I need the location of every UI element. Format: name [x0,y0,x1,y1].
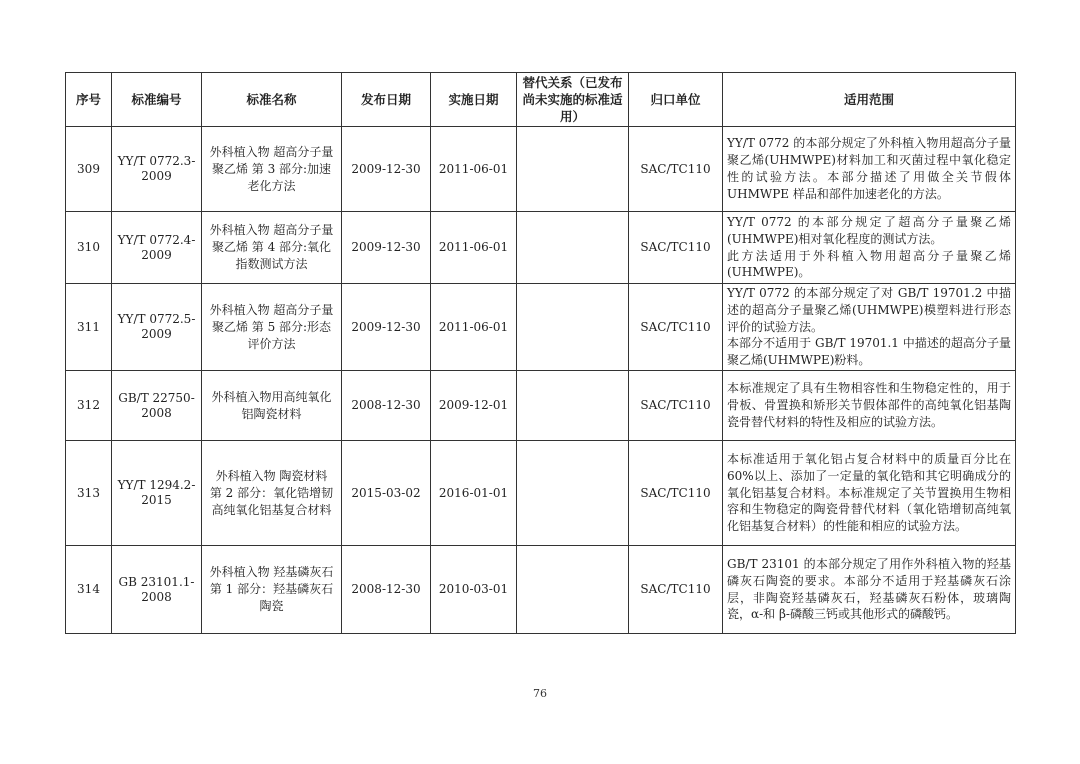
cell-publish-date: 2008-12-30 [342,371,431,441]
cell-replacement [517,546,629,634]
scope-paragraph: GB/T 23101 的本部分规定了用作外科植入物的羟基磷灰石陶瓷的要求。本部分不适用于羟基磷灰石涂层，非陶瓷羟基磷灰石，羟基磷灰石粉体，玻璃陶瓷，α-和 β-磷酸三钙或其他形式的磷酸钙。 [727,556,1011,622]
cell-implement-date: 2016-01-01 [431,441,517,546]
header-code: 标准编号 [112,73,202,127]
cell-publish-date: 2015-03-02 [342,441,431,546]
header-publish-date: 发布日期 [342,73,431,127]
cell-name: 外科植入物 超高分子量聚乙烯 第 5 部分:形态评价方法 [202,284,342,371]
cell-implement-date: 2011-06-01 [431,284,517,371]
scope-paragraph: YY/T 0772 的本部分规定了对 GB/T 19701.2 中描述的超高分子量聚乙烯(UHMWPE)模塑料进行形态评价的试验方法。 [727,286,1011,334]
cell-no: 313 [66,441,112,546]
table-row [66,127,1016,212]
scope-paragraph: 本标准规定了具有生物相容性和生物稳定性的，用于骨板、骨置换和矫形关节假体部件的高纯氧化铝基陶瓷骨替代材料的特性及相应的试验方法。 [727,381,1011,429]
header-replacement: 替代关系（已发布尚未实施的标准适用） [517,73,629,127]
cell-scope [723,212,1016,284]
cell-code: YY/T 0772.3-2009 [112,127,202,212]
standards-table [65,72,1016,634]
cell-code: GB/T 22750-2008 [112,371,202,441]
cell-replacement [517,212,629,284]
cell-scope [723,284,1016,371]
header-unit: 归口单位 [629,73,723,127]
cell-unit: SAC/TC110 [629,127,723,212]
cell-implement-date: 2011-06-01 [431,127,517,212]
cell-implement-date: 2011-06-01 [431,212,517,284]
cell-scope [723,127,1016,212]
cell-no: 310 [66,212,112,284]
cell-unit: SAC/TC110 [629,371,723,441]
cell-code: YY/T 0772.5-2009 [112,284,202,371]
cell-name: 外科植入物 超高分子量聚乙烯 第 3 部分:加速老化方法 [202,127,342,212]
scope-paragraph: YY/T 0772 的本部分规定了超高分子量聚乙烯(UHMWPE)相对氧化程度的测试方法。 [727,214,1011,246]
header-no: 序号 [66,73,112,127]
cell-publish-date: 2009-12-30 [342,284,431,371]
table-header-row [66,73,1016,127]
header-implement-date: 实施日期 [431,73,517,127]
table-row [66,284,1016,371]
table-row [66,441,1016,546]
cell-unit: SAC/TC110 [629,284,723,371]
scope-paragraph: 本标准适用于氧化铝占复合材料中的质量百分比在 60%以上、添加了一定量的氧化锆和其它明确成分的氧化铝基复合材料。本标准规定了关节置换用生物相容和生物稳定的陶瓷骨替代材料（氧化锆增韧高纯氧化铝基复合材料）的性能和相应的试验方法。 [727,452,1011,534]
page-number: 76 [533,687,547,700]
cell-publish-date: 2009-12-30 [342,212,431,284]
table-row [66,546,1016,634]
cell-replacement [517,441,629,546]
cell-implement-date: 2010-03-01 [431,546,517,634]
cell-no: 309 [66,127,112,212]
cell-code: YY/T 0772.4-2009 [112,212,202,284]
table-row [66,212,1016,284]
cell-unit: SAC/TC110 [629,212,723,284]
cell-name: 外科植入物 陶瓷材料 第 2 部分：氧化锆增韧高纯氧化铝基复合材料 [202,441,342,546]
cell-no: 311 [66,284,112,371]
cell-no: 312 [66,371,112,441]
cell-scope [723,546,1016,634]
cell-implement-date: 2009-12-01 [431,371,517,441]
cell-code: YY/T 1294.2-2015 [112,441,202,546]
cell-name: 外科植入物 超高分子量聚乙烯 第 4 部分:氧化指数测试方法 [202,212,342,284]
cell-code: GB 23101.1-2008 [112,546,202,634]
cell-scope [723,371,1016,441]
scope-paragraph: 此方法适用于外科植入物用超高分子量聚乙烯(UHMWPE)。 [727,248,1011,280]
cell-replacement [517,127,629,212]
cell-no: 314 [66,546,112,634]
header-name: 标准名称 [202,73,342,127]
cell-publish-date: 2009-12-30 [342,127,431,212]
cell-replacement [517,371,629,441]
cell-name: 外科植入物用高纯氧化铝陶瓷材料 [202,371,342,441]
cell-replacement [517,284,629,371]
table-row [66,371,1016,441]
cell-scope [723,441,1016,546]
cell-unit: SAC/TC110 [629,441,723,546]
cell-unit: SAC/TC110 [629,546,723,634]
scope-paragraph: 本部分不适用于 GB/T 19701.1 中描述的超高分子量聚乙烯(UHMWPE)粉料。 [727,336,1011,368]
cell-name: 外科植入物 羟基磷灰石 第 1 部分：羟基磷灰石陶瓷 [202,546,342,634]
header-scope: 适用范围 [723,73,1016,127]
cell-publish-date: 2008-12-30 [342,546,431,634]
scope-paragraph: YY/T 0772 的本部分规定了外科植入物用超高分子量聚乙烯(UHMWPE)材料加工和灭菌过程中氧化稳定性的试验方法。本部分描述了用做全关节假体 UHMWPE 样品和部件加速老化的方法。 [727,136,1011,201]
